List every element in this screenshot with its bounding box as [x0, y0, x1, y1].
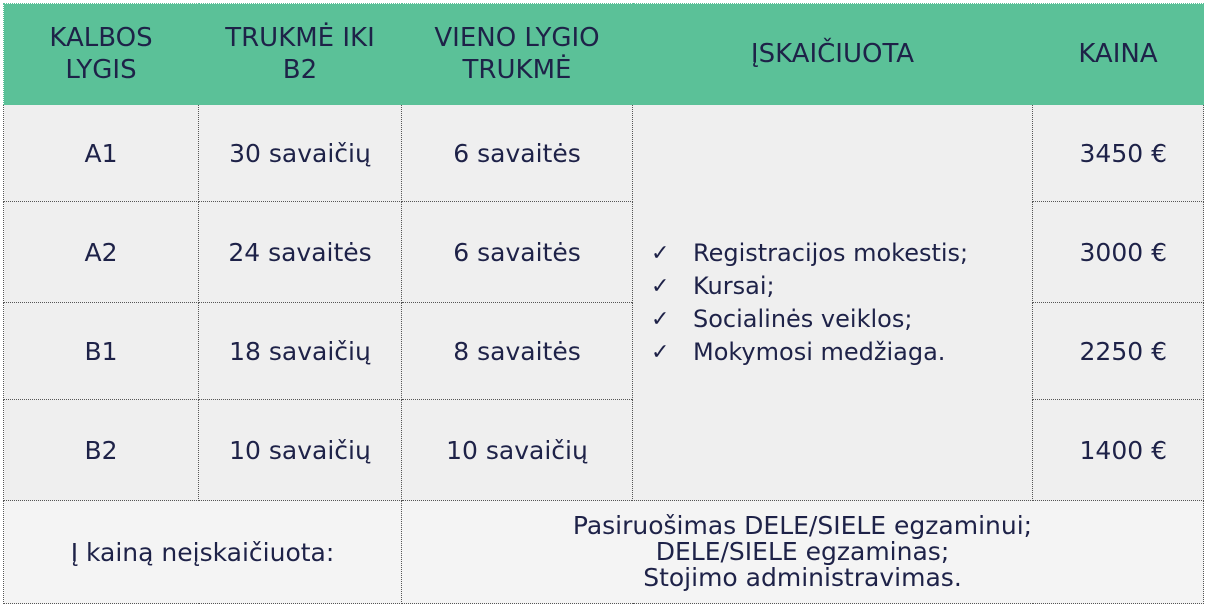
footer-row [4, 501, 1204, 604]
row-duration-b2: 24 savaitės [199, 202, 402, 303]
header-row [4, 4, 1204, 105]
row-level-duration: 10 savaičių [402, 400, 633, 501]
list-item [651, 237, 1032, 270]
row-price: 3000 € [1033, 202, 1204, 303]
check-icon: ✓ [651, 273, 670, 299]
row-price: 3450 € [1033, 105, 1204, 202]
header-price: KAINA [1033, 4, 1204, 105]
included-item-label: Socialinės veiklos; [693, 304, 913, 333]
row-level-duration: 6 savaitės [402, 202, 633, 303]
list-item: Pasiruošimas DELE/SIELE egzaminui; [572, 511, 1033, 540]
header-duration-line1: TRUKMĖ IKI [225, 23, 375, 53]
row-level: A1 [4, 105, 199, 202]
price-table [3, 3, 1204, 604]
table-row [4, 105, 1204, 202]
header-duration-b2 [199, 4, 402, 105]
check-icon: ✓ [651, 306, 670, 332]
list-item [651, 336, 1032, 369]
row-duration-b2: 18 savaičių [199, 303, 402, 400]
list-item: DELE/SIELE egzaminas; [655, 537, 950, 566]
header-level-line2: LYGIS [65, 55, 137, 85]
header-level-duration-line1: VIENO LYGIO [434, 23, 600, 53]
list-item [651, 303, 1032, 336]
check-icon: ✓ [651, 240, 670, 266]
header-level [4, 4, 199, 105]
row-level: B2 [4, 400, 199, 501]
row-duration-b2: 10 savaičių [199, 400, 402, 501]
list-item [651, 270, 1032, 303]
row-duration-b2: 30 savaičių [199, 105, 402, 202]
not-included-label: Į kainą neįskaičiuota: [4, 501, 402, 604]
included-item-label: Mokymosi medžiaga. [693, 337, 946, 366]
included-item-label: Registracijos mokestis; [693, 238, 969, 267]
row-level-duration: 6 savaitės [402, 105, 633, 202]
not-included-list [402, 501, 1204, 604]
check-icon: ✓ [651, 339, 670, 365]
list-item: Stojimo administravimas. [643, 563, 962, 592]
row-price: 2250 € [1033, 303, 1204, 400]
row-level-duration: 8 savaitės [402, 303, 633, 400]
header-duration-line2: B2 [282, 55, 318, 85]
header-level-line1: KALBOS [49, 23, 153, 53]
row-level: B1 [4, 303, 199, 400]
header-level-duration [402, 4, 633, 105]
header-included: ĮSKAIČIUOTA [633, 4, 1033, 105]
included-item-label: Kursai; [693, 271, 775, 300]
included-list [651, 237, 1032, 369]
included-list-cell [633, 105, 1033, 501]
row-level: A2 [4, 202, 199, 303]
header-level-duration-line2: TRUKMĖ [462, 55, 572, 85]
row-price: 1400 € [1033, 400, 1204, 501]
